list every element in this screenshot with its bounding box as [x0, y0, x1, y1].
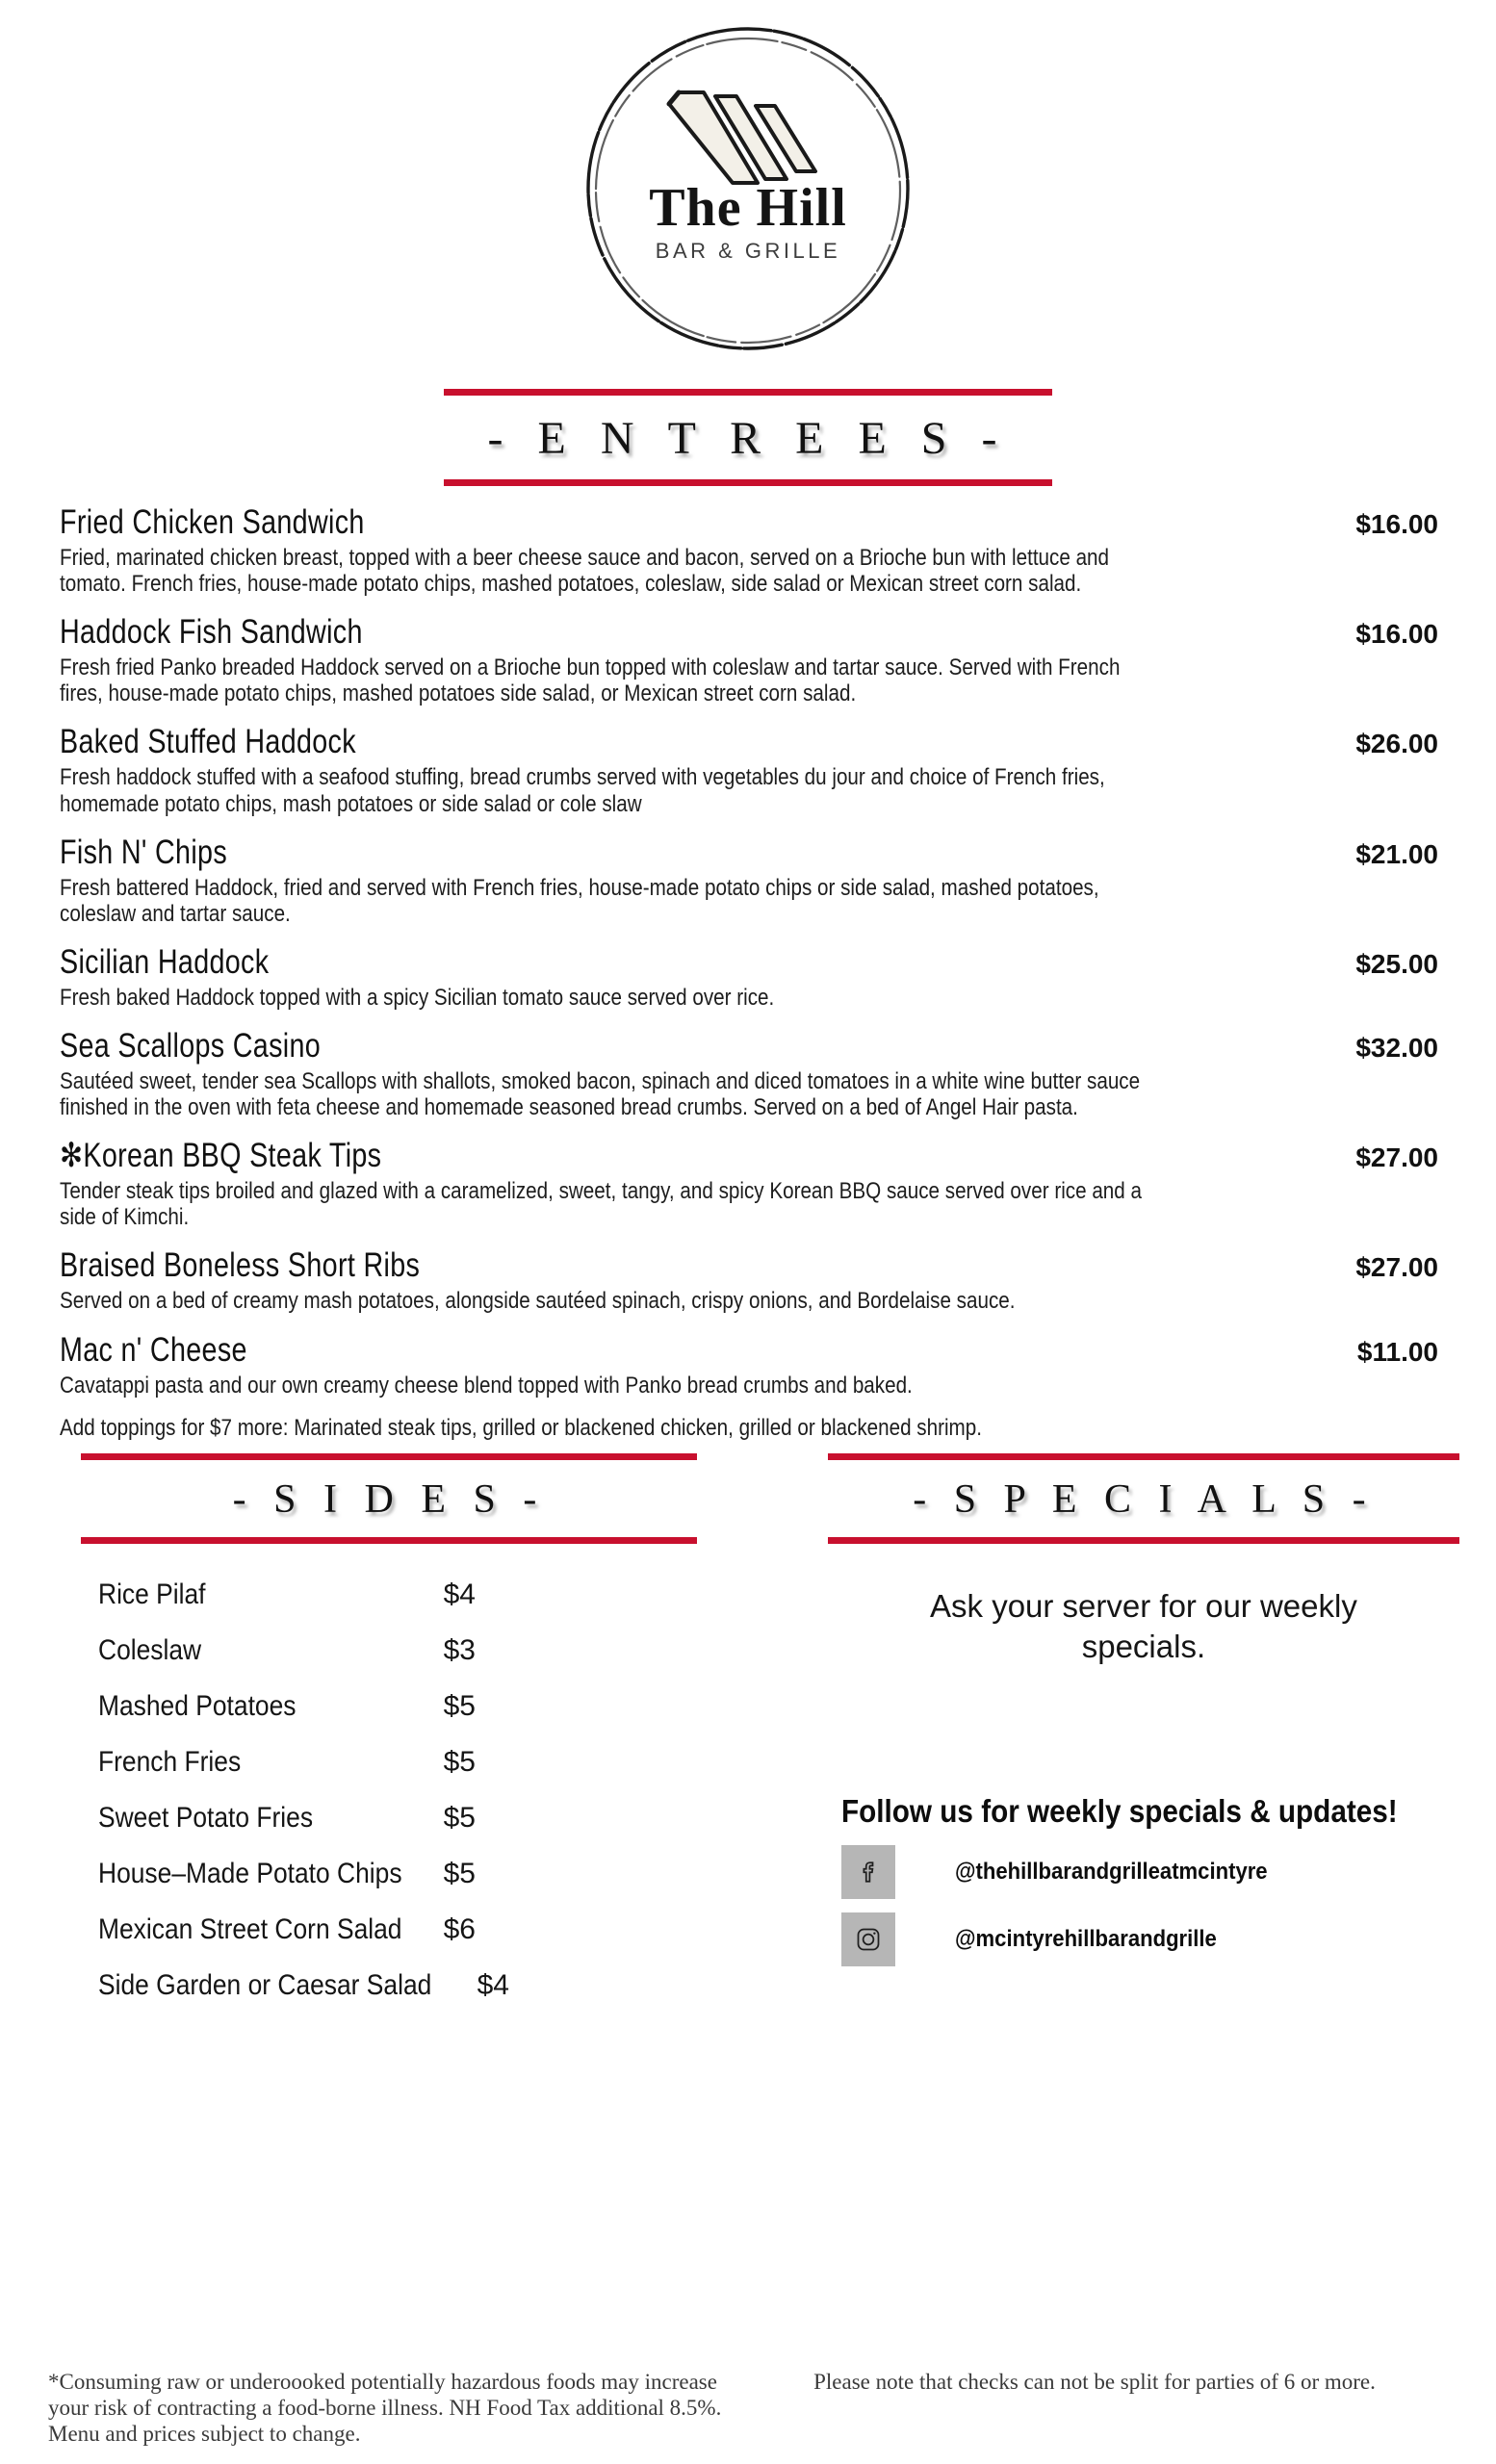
facebook-glyph [854, 1858, 883, 1886]
specials-rule-bottom [828, 1537, 1459, 1544]
social-block [828, 1793, 1459, 1966]
entrees-title: - E N T R E E S - [487, 413, 1009, 464]
side-item [98, 1858, 476, 1890]
social-row-facebook[interactable] [841, 1845, 1459, 1899]
sides-list [81, 1578, 697, 2002]
lower-columns [0, 1453, 1496, 2025]
footer [0, 2369, 1496, 2447]
specials-rule-top [828, 1453, 1459, 1460]
menu-item-header [60, 834, 1438, 872]
menu-item-header [60, 1331, 1438, 1370]
side-item-name: Mexican Street Corn Salad [98, 1912, 402, 1945]
side-item [98, 1968, 509, 2002]
menu-item-header [60, 1246, 1438, 1285]
menu-item-description: Fresh baked Haddock topped with a spicy Sicilian tomato sauce served over rice. [60, 984, 775, 1011]
sides-title: - S I D E S - [232, 1476, 546, 1522]
menu-item [60, 1246, 1438, 1314]
menu-item [60, 834, 1438, 927]
side-item-price: $5 [443, 1801, 476, 1834]
logo-stamp-icon [577, 17, 919, 360]
menu-item-description: Fresh haddock stuffed with a seafood stuffing, bread crumbs served with vegetables du jour and choice of French fries, homemade potato chips, mash potatoes or side salad or cole slaw [60, 764, 1105, 817]
entrees-rule-bottom [444, 479, 1052, 486]
side-item-price: $5 [443, 1857, 476, 1889]
menu-item [60, 943, 1438, 1011]
menu-item-name: Fish N' Chips [60, 833, 228, 871]
logo-container [0, 0, 1496, 364]
side-item-name: Sweet Potato Fries [98, 1801, 314, 1834]
menu-item-header [60, 503, 1438, 542]
side-item [98, 1578, 476, 1611]
menu-item-price: $21.00 [1355, 838, 1438, 869]
specials-section-header [828, 1453, 1459, 1544]
menu-item-name: Haddock Fish Sandwich [60, 613, 363, 652]
menu-item-description: Fresh fried Panko breaded Haddock served on a Brioche bun topped with coleslaw and tartar sauce. Served with French fires, house-made potato chips, mashed potatoes side salad, or Mexican street corn salad. [60, 654, 1121, 707]
sides-section-header [81, 1453, 697, 1544]
menu-item-header [60, 613, 1438, 652]
side-item-name: Coleslaw [98, 1633, 202, 1666]
sides-column [81, 1453, 697, 2025]
entrees-rule-top [444, 389, 1052, 396]
side-item-name: French Fries [98, 1745, 242, 1778]
menu-item [60, 613, 1438, 706]
side-item-price: $6 [443, 1912, 476, 1945]
side-item [98, 1802, 476, 1835]
svg-text:The Hill: The Hill [649, 178, 847, 238]
add-toppings-note: Add toppings for $7 more: Marinated steak tips, grilled or blackened chicken, grilled or blackened shrimp. [60, 1414, 982, 1441]
side-item [98, 1913, 476, 1946]
side-item-name: Mashed Potatoes [98, 1689, 297, 1722]
menu-item-name: ✻Korean BBQ Steak Tips [60, 1137, 382, 1175]
side-item-price: $4 [443, 1578, 476, 1610]
side-item-price: $5 [443, 1689, 476, 1722]
entrees-section-header [444, 389, 1052, 486]
side-item-price: $3 [443, 1633, 476, 1666]
menu-item-price: $16.00 [1355, 619, 1438, 650]
menu-item [60, 1027, 1438, 1120]
menu-item-description: Tender steak tips broiled and glazed with a caramelized, sweet, tangy, and spicy Korean BBQ sauce served over rice and a side of Kimchi. [60, 1178, 1142, 1231]
side-item-price: $4 [477, 1968, 509, 2001]
specials-title: - S P E C I A L S - [913, 1476, 1375, 1522]
menu-item [60, 723, 1438, 816]
menu-item-description: Served on a bed of creamy mash potatoes, alongside sautéed spinach, crispy onions, and Bordelaise sauce. [60, 1288, 1016, 1315]
menu-item-description: Sautéed sweet, tender sea Scallops with shallots, smoked bacon, spinach and diced tomatoes in a white wine butter sauce finished in the oven with feta cheese and homemade seasoned bread crumbs. Served on a bed of Angel Hair pasta. [60, 1067, 1141, 1121]
menu-item-price: $11.00 [1356, 1336, 1438, 1367]
menu-item-name: Sea Scallops Casino [60, 1026, 322, 1065]
menu-item-name: Sicilian Haddock [60, 942, 270, 981]
menu-item-header [60, 723, 1438, 761]
facebook-handle[interactable]: @thehillbarandgrilleatmcintyre [955, 1859, 1268, 1886]
footer-disclaimer: *Consuming raw or underoooked potentially hazardous foods may increase your risk of contracting a food-borne illness. NH Food Tax additional 8.5%. Menu and prices subject to change. [48, 2369, 722, 2446]
menu-item-name: Braised Boneless Short Ribs [60, 1246, 421, 1285]
menu-item-name: Fried Chicken Sandwich [60, 503, 365, 541]
menu-item-description: Fried, marinated chicken breast, topped with a beer cheese sauce and bacon, served on a Brioche bun with lettuce and tomato. French fries, house-made potato chips, mashed potatoes, coleslaw, side salad or Mexican street corn salad. [60, 545, 1110, 598]
menu-item-name: Mac n' Cheese [60, 1330, 247, 1369]
menu-item-price: $26.00 [1355, 729, 1438, 759]
instagram-icon[interactable] [841, 1912, 895, 1966]
side-item [98, 1690, 476, 1723]
menu-item-header [60, 943, 1438, 982]
menu-item-header [60, 1027, 1438, 1065]
entrees-list [60, 503, 1438, 1442]
footer-checks-note: Please note that checks can not be split for parties of 6 or more. [813, 2369, 1376, 2394]
menu-item-price: $16.00 [1355, 509, 1438, 539]
menu-item-name: Baked Stuffed Haddock [60, 723, 356, 761]
menu-item-price: $27.00 [1355, 1252, 1438, 1283]
side-item-price: $5 [443, 1745, 476, 1778]
menu-item-price: $27.00 [1355, 1142, 1438, 1173]
social-row-instagram[interactable] [841, 1912, 1459, 1966]
menu-item-description: Cavatappi pasta and our own creamy cheese blend topped with Panko bread crumbs and baked. [60, 1372, 913, 1399]
menu-item [60, 503, 1438, 597]
menu-item-price: $32.00 [1355, 1032, 1438, 1063]
sides-rule-top [81, 1453, 697, 1460]
side-item-name: House–Made Potato Chips [98, 1857, 402, 1889]
the-hill-logo [577, 17, 919, 360]
instagram-handle[interactable]: @mcintyrehillbarandgrille [955, 1926, 1217, 1953]
side-item-name: Rice Pilaf [98, 1578, 206, 1610]
specials-column [828, 1453, 1459, 2025]
menu-item [60, 1137, 1438, 1230]
side-item [98, 1746, 476, 1779]
specials-text: Ask your server for our weekly specials. [930, 1587, 1357, 1664]
menu-item-header [60, 1137, 1438, 1175]
follow-us-title: Follow us for weekly specials & updates! [841, 1793, 1398, 1830]
instagram-glyph [854, 1925, 883, 1954]
menu-item-price: $25.00 [1355, 948, 1438, 979]
facebook-icon[interactable] [841, 1845, 895, 1899]
menu-item [60, 1331, 1438, 1399]
sides-rule-bottom [81, 1537, 697, 1544]
side-item-name: Side Garden or Caesar Salad [98, 1968, 432, 2001]
side-item [98, 1634, 476, 1667]
menu-item-description: Fresh battered Haddock, fried and served with French fries, house-made potato chips or side salad, mashed potatoes, coleslaw and tartar sauce. [60, 874, 1099, 927]
svg-text:BAR & GRILLE: BAR & GRILLE [655, 239, 841, 263]
